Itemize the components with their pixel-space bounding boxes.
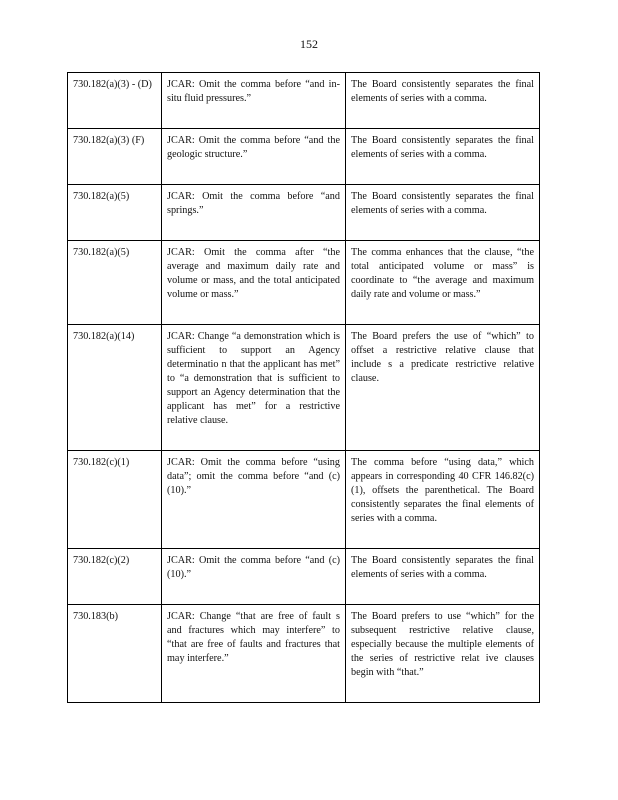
jcar-comment-cell: JCAR: Omit the comma before “and the geologic structure.” [162,129,346,185]
jcar-comment-cell: JCAR: Omit the comma before “using data”; omit the comma before “and (c)(10).” [162,451,346,549]
section-cell: 730.182(a)(5) [68,185,162,241]
jcar-comment-cell: JCAR: Omit the comma before “and in-situ fluid pressures.” [162,73,346,129]
table-row [68,185,540,241]
board-response-cell: The Board consistently separates the final elements of series with a comma. [346,549,540,605]
page-number: 152 [300,37,318,51]
board-response-cell: The Board consistently separates the final elements of series with a comma. [346,73,540,129]
section-cell: 730.182(a)(3) (F) [68,129,162,185]
jcar-comment-cell: JCAR: Change “that are free of fault s and fractures which may interfere” to “that are free of faults and fractures that may interfere.” [162,605,346,703]
jcar-comment-cell: JCAR: Omit the comma before “and springs.” [162,185,346,241]
section-cell: 730.182(a)(14) [68,325,162,451]
table-row [68,129,540,185]
table-row [68,605,540,703]
table-row [68,241,540,325]
board-response-cell: The comma enhances that the clause, “the total anticipated volume or mass” is coordinate to “the average and maximum daily rate and volume or mass.” [346,241,540,325]
jcar-comment-cell: JCAR: Omit the comma after “the average and maximum daily rate and volume or mass, and the total anticipated volume or mass.” [162,241,346,325]
section-cell: 730.183(b) [68,605,162,703]
board-response-cell: The Board consistently separates the final elements of series with a comma. [346,129,540,185]
jcar-comment-cell: JCAR: Change “a demonstration which is sufficient to support an Agency determinatio n that the applicant has met” to “a demonstration that is sufficient to support an Agency determination that the applicant has met” for a restrictive relative clause. [162,325,346,451]
comments-table [67,72,540,703]
board-response-cell: The Board consistently separates the final elements of series with a comma. [346,185,540,241]
board-response-cell: The Board prefers to use “which” for the subsequent restrictive relative clause, especially because the multiple elements of the series of restrictive relat ive clauses begin with “that.” [346,605,540,703]
section-cell: 730.182(c)(1) [68,451,162,549]
table-row [68,325,540,451]
jcar-comment-cell: JCAR: Omit the comma before “and (c)(10).” [162,549,346,605]
section-cell: 730.182(c)(2) [68,549,162,605]
table-row [68,73,540,129]
table-row [68,451,540,549]
board-response-cell: The Board prefers the use of “which” to offset a restrictive relative clause that include s a predicate restrictive relative clause. [346,325,540,451]
table-row [68,549,540,605]
section-cell: 730.182(a)(3) - (D) [68,73,162,129]
section-cell: 730.182(a)(5) [68,241,162,325]
board-response-cell: The comma before “using data,” which appears in corresponding 40 CFR 146.82(c)(1), offsets the parenthetical. The Board consistently separates the final elements of series with a comma. [346,451,540,549]
